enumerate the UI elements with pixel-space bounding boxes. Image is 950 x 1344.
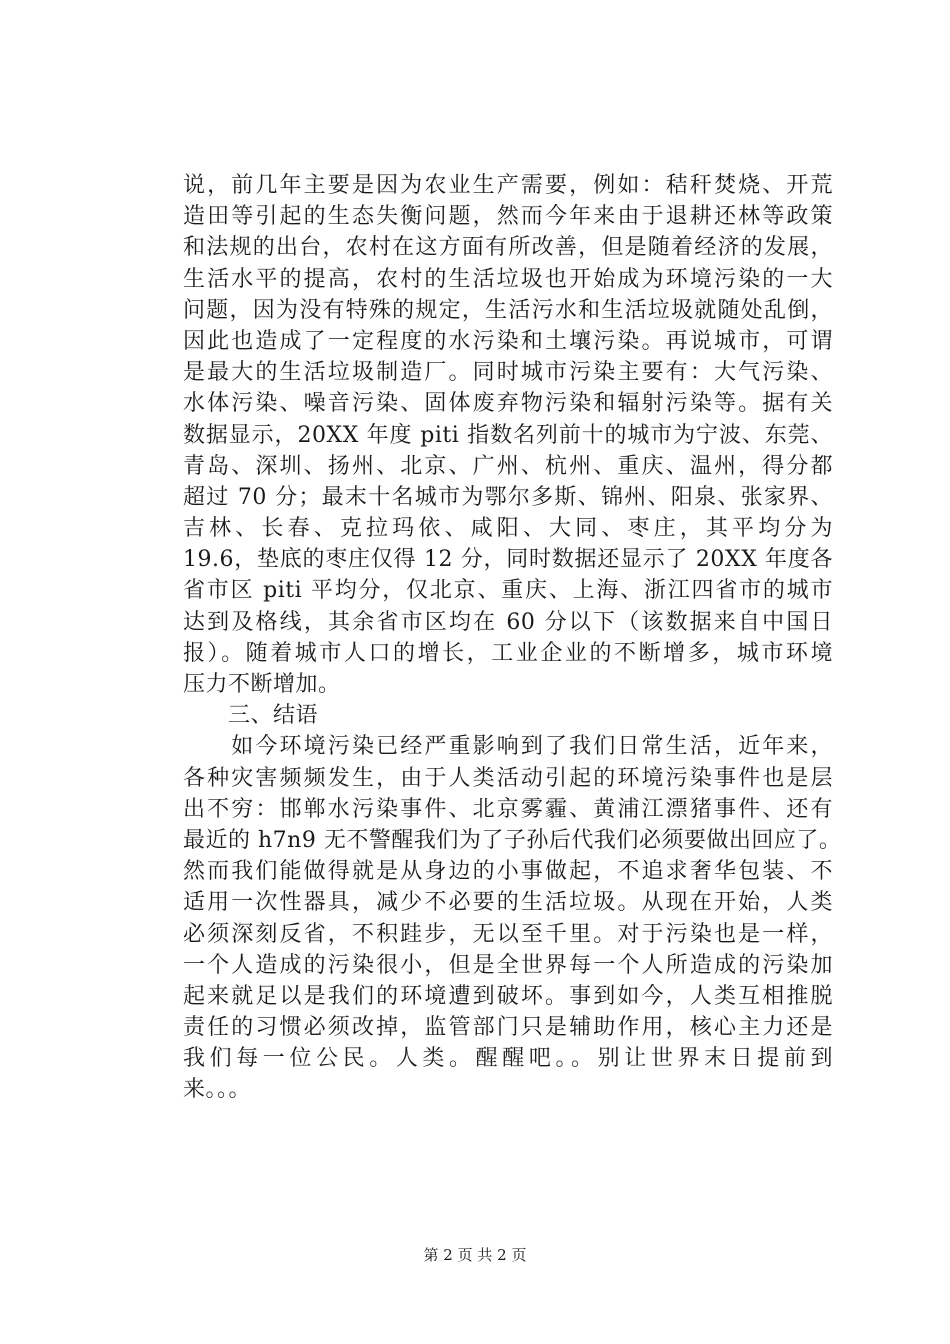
body-text <box>183 170 842 1106</box>
text-line: 来。。。 <box>183 1077 252 1103</box>
text-line: 说，前几年主要是因为农业生产需要，例如：秸秆焚烧、开荒 <box>183 173 833 198</box>
text-line: 我们每一位公民。人类。醒醒吧。。别让世界末日提前到 <box>183 1046 833 1072</box>
text-line: 一个人造成的污染很小，但是全世界每一个人所造成的污染加 <box>183 952 833 978</box>
text-line: 各种灾害频频发生，由于人类活动引起的环境污染事件也是层 <box>183 765 833 791</box>
text-line: 和法规的出台，农村在这方面有所改善，但是随着经济的发展， <box>183 235 833 261</box>
text-line: 责任的习惯必须改掉，监管部门只是辅助作用，核心主力还是 <box>183 1015 833 1041</box>
page-footer: 第 2 页 共 2 页 <box>423 1246 527 1264</box>
text-line: 起来就足以是我们的环境遭到破坏。事到如今，人类互相推脱 <box>183 983 833 1009</box>
section-heading: 三、结语 <box>183 703 319 729</box>
text-line: 压力不断增加。 <box>183 672 341 697</box>
text-line: 是最大的生活垃圾制造厂。同时城市污染主要有：大气污染、 <box>183 360 833 386</box>
text-line: 达到及格线，其余省市区均在 60 分以下（该数据来自中国日 <box>183 609 833 635</box>
text-line: 数据显示，20XX 年度 piti 指数名列前十的城市为宁波、东莞、 <box>183 422 833 448</box>
text-line: 然而我们能做得就是从身边的小事做起，不追求奢华包装、不 <box>183 859 833 885</box>
text-line: 最近的 h7n9 无不警醒我们为了子孙后代我们必须要做出回应了。 <box>183 827 842 853</box>
text-line: 问题，因为没有特殊的规定，生活污水和生活垃圾就随处乱倒， <box>183 297 833 323</box>
text-line: 出不穷：邯郸水污染事件、北京雾霾、黄浦江漂猪事件、还有 <box>183 796 833 822</box>
text-line: 超过 70 分；最末十名城市为鄂尔多斯、锦州、阳泉、张家界、 <box>183 484 833 510</box>
text-line: 吉林、长春、克拉玛依、咸阳、大同、枣庄，其平均分为 <box>183 516 833 542</box>
text-line: 生活水平的提高，农村的生活垃圾也开始成为环境污染的一大 <box>183 266 833 292</box>
text-line: 青岛、深圳、扬州、北京、广州、杭州、重庆、温州，得分都 <box>183 453 833 479</box>
text-line: 必须深刻反省，不积跬步，无以至千里。对于污染也是一样， <box>183 921 833 947</box>
text-line: 省市区 piti 平均分，仅北京、重庆、上海、浙江四省市的城市 <box>183 578 833 604</box>
text-line: 造田等引起的生态失衡问题，然而今年来由于退耕还林等政策 <box>183 204 833 230</box>
text-line: 适用一次性器具，减少不必要的生活垃圾。从现在开始，人类 <box>183 890 833 916</box>
text-line: 如今环境污染已经严重影响到了我们日常生活，近年来， <box>183 734 833 760</box>
text-line: 19.6，垫底的枣庄仅得 12 分，同时数据还显示了 20XX 年度各 <box>183 547 833 573</box>
text-line: 水体污染、噪音污染、固体废弃物污染和辐射污染等。据有关 <box>183 391 833 417</box>
text-line: 因此也造成了一定程度的水污染和土壤污染。再说城市，可谓 <box>183 328 833 354</box>
text-line: 报）。随着城市人口的增长，工业企业的不断增多，城市环境 <box>183 640 833 666</box>
